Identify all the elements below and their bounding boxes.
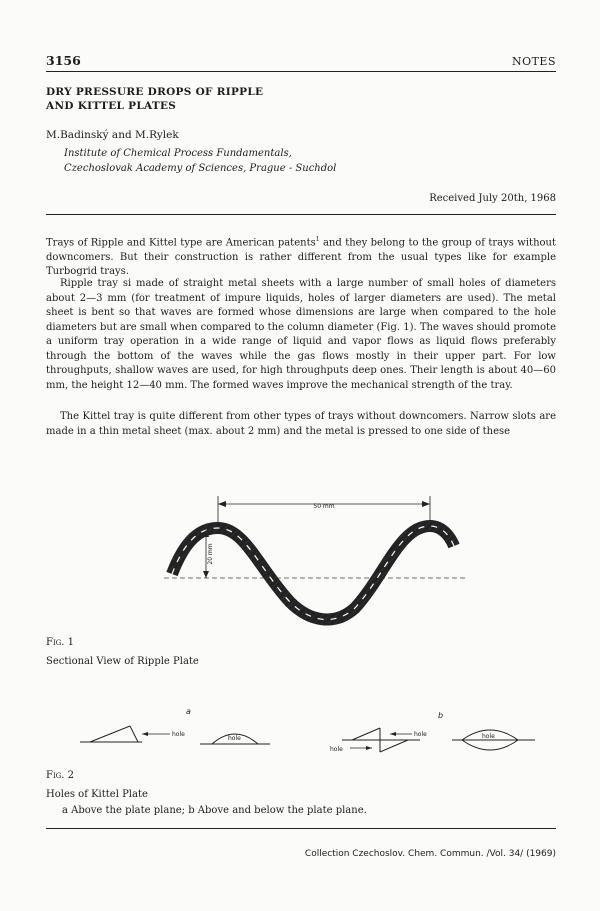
- svg-text:hole: hole: [482, 733, 495, 740]
- svg-text:hole: hole: [228, 735, 241, 742]
- kittel-hole-b-side: [330, 728, 427, 753]
- svg-text:hole: hole: [414, 731, 427, 738]
- journal-footer: Collection Czechoslov. Chem. Commun. /Vol. 34/ (1969): [304, 849, 556, 859]
- footer-rule: [46, 828, 556, 829]
- affiliation-line-2: Czechoslovak Academy of Sciences, Prague - Suchdol: [64, 163, 337, 174]
- section-heading: NOTES: [511, 55, 556, 68]
- figure-2-caption: Fig. 2: [46, 770, 75, 781]
- title-line-1: DRY PRESSURE DROPS OF RIPPLE: [46, 86, 264, 98]
- title-line-2: AND KITTEL PLATES: [46, 100, 177, 112]
- affiliation-line-1: Institute of Chemical Process Fundamentals,: [64, 148, 292, 159]
- p2-text: Ripple tray si made of straight metal sheets with a large number of small holes of diameters about 2—3 mm (for treatment of impure liquids, holes of larger diameters are used). The metal sheet is bent so that waves are formed whose dimensions are large when compared to the hole diameters but are small when compared to the column diameter (Fig. 1). The waves should promote a uniform tray operation in a wide range of liquid and vapor flows as liquid flows preferably through the bottom of the waves while the gas flows mostly in their upper part. For low throughputs, shallow waves are used, for high throughputs deep ones. Their length is about 40—60 mm, the height 12—40 mm. The formed waves improve the mechanical strength of the tray.: [46, 278, 556, 391]
- figure-2-kittel-holes: [80, 704, 540, 762]
- kittel-hole-a-side: [80, 726, 185, 742]
- affiliation: [64, 146, 336, 176]
- svg-text:hole: hole: [172, 731, 185, 738]
- reference-1: 1: [315, 236, 320, 243]
- figure-2-description: a Above the plate plane; b Above and below the plate plane.: [62, 805, 367, 816]
- length-dimension-label: 50 mm: [313, 503, 335, 510]
- figure-1-caption: Fig. 1: [46, 637, 75, 648]
- p3-text: The Kittel tray is quite different from other types of trays without downcomers. Narrow slots are made in a thin metal sheet (max. about 2 mm) and the metal is pressed to one side of these: [46, 411, 556, 437]
- kittel-hole-a-front: [200, 734, 270, 744]
- title-rule: [46, 214, 556, 215]
- figure-1-title: Sectional View of Ripple Plate: [46, 656, 199, 667]
- figure-1-ripple-plate: [150, 490, 480, 630]
- svg-text:hole: hole: [330, 746, 343, 753]
- page-number: 3156: [46, 53, 81, 68]
- received-date: Received July 20th, 1968: [429, 193, 556, 204]
- paragraph-3: [46, 410, 556, 439]
- height-dimension-label: 20 mm: [207, 543, 214, 565]
- paragraph-2: [46, 277, 556, 393]
- kittel-hole-b-front: [452, 730, 535, 750]
- article-title: [46, 85, 263, 113]
- figure-2-title: Holes of Kittel Plate: [46, 789, 148, 800]
- p1-text-b: and they belong to the group of trays without downcomers. But their construction is rather different from the usual types like for example Turbogrid trays.: [46, 237, 556, 278]
- figure-2-label-a: a: [186, 707, 191, 716]
- paragraph-1: [46, 233, 556, 280]
- figure-2-label-b: b: [438, 711, 444, 720]
- plate-outline: [172, 526, 454, 619]
- header-rule: [46, 71, 556, 72]
- authors: M.Badinský and M.Rylek: [46, 129, 179, 141]
- p1-text-a: Trays of Ripple and Kittel type are American patents: [46, 237, 316, 249]
